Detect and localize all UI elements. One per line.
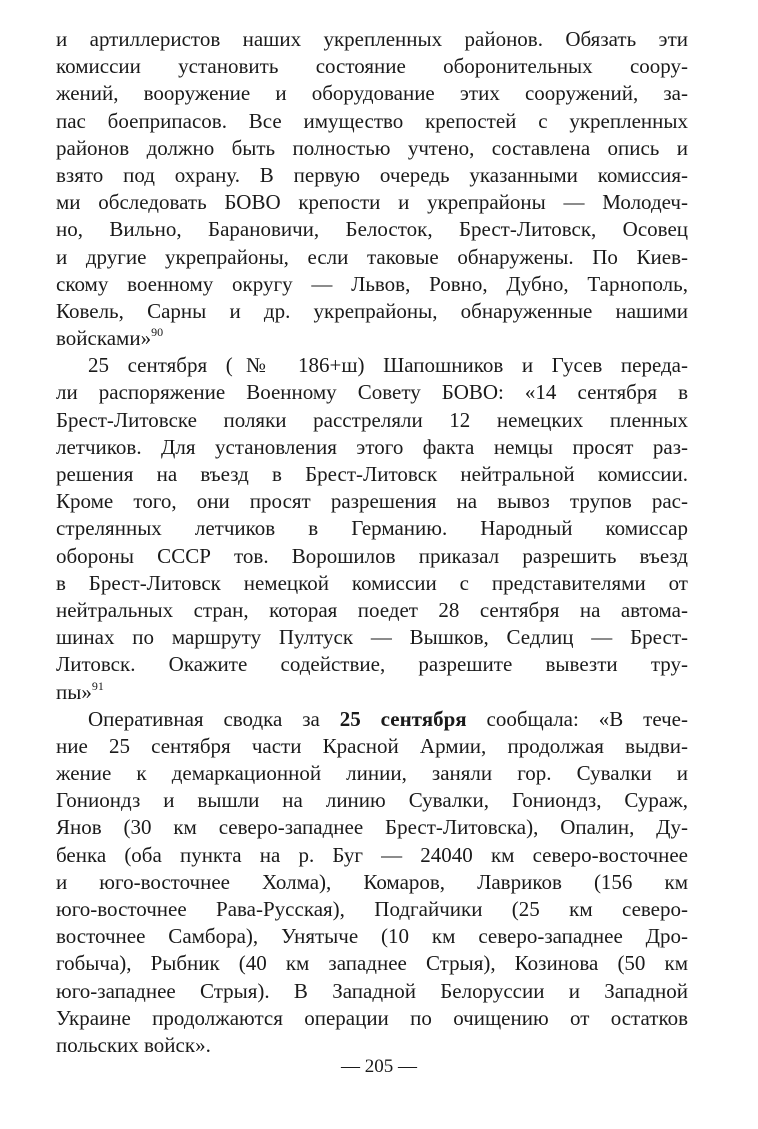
text-line: жений, вооружение и оборудование этих сооружений, за- — [56, 81, 688, 106]
text-segment: войсками» — [56, 326, 152, 351]
footnote-marker: 90 — [151, 325, 164, 340]
text-line: ние 25 сентября части Красной Армии, продолжая выдви- — [56, 733, 688, 758]
text-line: юго-западнее Стрыя). В Западной Белоруссии и Западной — [56, 978, 688, 1003]
page-number: — 205 — — [341, 1056, 417, 1077]
text-line: Кроме того, они просят разрешения на вывоз трупов рас- — [56, 489, 688, 514]
text-line: Ковель, Сарны и др. укрепрайоны, обнаруженные нашими — [56, 298, 688, 323]
text-line: в Брест-Литовск немецкой комиссии с представителями от — [56, 570, 688, 595]
text-segment: Оперативная сводка за — [88, 706, 320, 731]
text-line: и другие укрепрайоны, если таковые обнаружены. По Киев- — [56, 244, 688, 269]
bold-date: 25 сентября — [339, 706, 467, 731]
text-line: Янов (30 км северо-западнее Брест-Литовска), Опалин, Ду- — [56, 815, 688, 840]
text-segment: польских войск». — [56, 1032, 211, 1057]
text-line: скому военному округу — Львов, Ровно, Дубно, Тарнополь, — [56, 271, 688, 296]
text-line: жение к демаркационной линии, заняли гор. Сувалки и — [56, 761, 688, 786]
text-line: Литовск. Окажите содействие, разрешите вывезти тру- — [56, 652, 688, 677]
text-line: Гониондз и вышли на линию Сувалки, Гониондз, Сураж, — [56, 788, 688, 813]
footnote-marker: 91 — [91, 678, 104, 693]
text-line: районов должно быть полностью учтено, составлена опись и — [56, 135, 688, 160]
text-line: и артиллеристов наших укрепленных районов. Обязать эти — [56, 27, 688, 51]
text-line: пас боеприпасов. Все имущество крепостей с укрепленных — [56, 108, 688, 133]
text-line: гобыча), Рыбник (40 км западнее Стрыя), Козинова (50 км — [56, 951, 688, 976]
text-line: комиссии установить состояние оборонительных соору- — [56, 54, 688, 79]
paragraph-3 — [56, 706, 688, 1059]
text-line — [56, 706, 688, 733]
text-segment: сообщала: «В тече- — [486, 706, 688, 731]
text-line: юго-восточнее Рава-Русская), Подгайчики (25 км северо- — [56, 897, 688, 921]
text-line: Украине продолжаются операции по очищению от остатков — [56, 1005, 688, 1030]
paragraph-2 — [56, 352, 688, 705]
paragraph-1 — [56, 26, 688, 352]
text-line: бенка (оба пункта на р. Буг — 24040 км северо-восточнее — [56, 842, 688, 867]
text-line: но, Вильно, Барановичи, Белосток, Брест-Литовск, Осовец — [56, 217, 688, 242]
text-line: взято под охрану. В первую очередь указанными комиссия- — [56, 162, 688, 187]
text-line: решения на въезд в Брест-Литовск нейтральной комиссии. — [56, 462, 688, 486]
text-line: летчиков. Для установления этого факта немцы просят раз- — [56, 434, 688, 459]
text-line: и юго-восточнее Холма), Комаров, Лавриков (156 км — [56, 869, 688, 894]
text-line: 25 сентября (№ 186+ш) Шапошников и Гусев переда- — [88, 353, 688, 378]
text-line: ми обследовать БОВО крепости и укрепрайоны — Молодеч- — [56, 190, 688, 215]
text-line: Брест-Литовске поляки расстреляли 12 немецких пленных — [56, 407, 688, 432]
text-line: обороны СССР тов. Ворошилов приказал разрешить въезд — [56, 543, 688, 568]
text-line: восточнее Самбора), Унятыче (10 км северо-западнее Дро- — [56, 924, 688, 949]
text-line — [56, 325, 688, 352]
text-line: шинах по маршруту Пултуск — Вышков, Седлиц — Брест- — [56, 625, 688, 650]
text-line: нейтральных стран, которая поедет 28 сентября на автома- — [56, 597, 688, 622]
text-line: ли распоряжение Военному Совету БОВО: «14 сентября в — [56, 380, 688, 405]
page-text — [56, 26, 688, 1059]
text-segment: пы» — [56, 679, 92, 704]
text-line: стрелянных летчиков в Германию. Народный комиссар — [56, 516, 688, 541]
text-line — [56, 679, 688, 706]
